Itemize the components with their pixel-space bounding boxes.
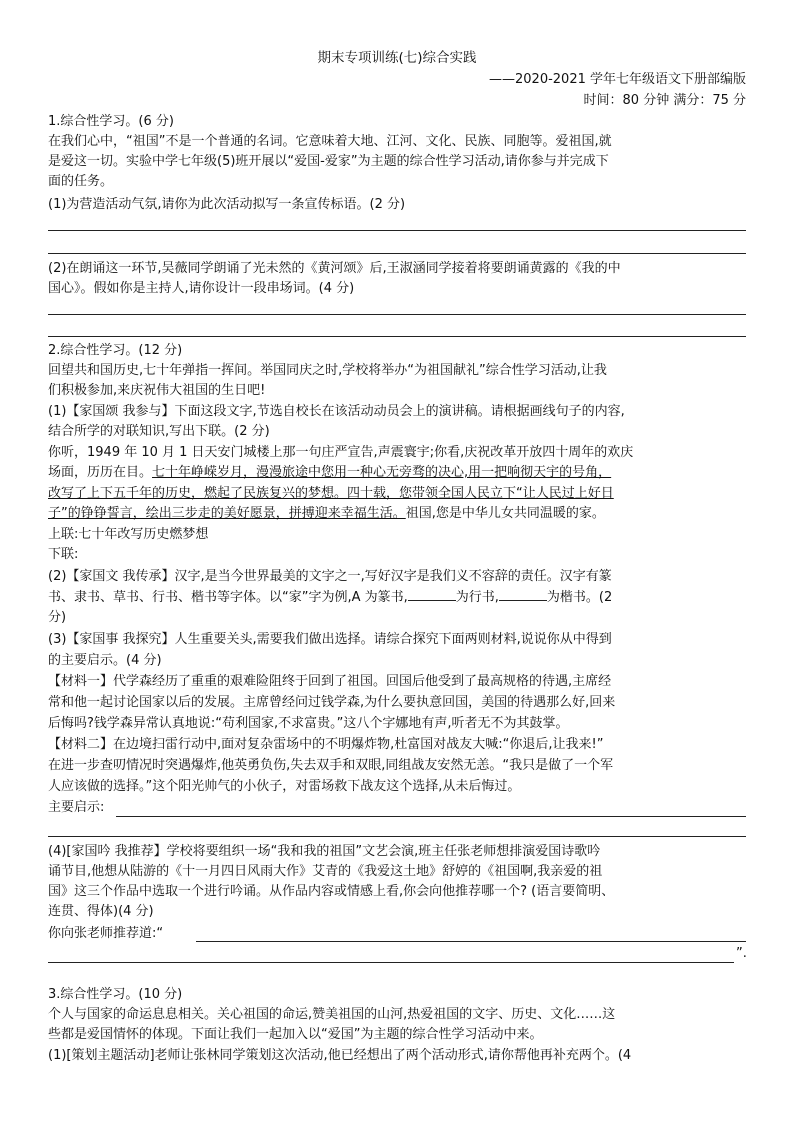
q3-intro-line: 些都是爱国情怀的体现。下面让我们一起加入以“爱国”为主题的综合性学习活动中来。 [48,1027,543,1042]
page-subtitle: ——2020-2021 学年七年级语文下册部编版 [489,72,746,87]
answer-line[interactable] [48,336,746,337]
q2-part4-line: 国》这三个作品中选取一个进行吟诵。从作品内容或情感上看,你会向他推荐哪一个? (语言要简明、 [48,884,615,899]
q2-part2-line [48,588,612,608]
q2-intro-line: 们积极参加,来庆祝伟大祖国的生日吧! [48,383,266,398]
lower-couplet-label: 下联: [48,547,79,562]
q3-sub1: (1)[策划主题活动]老师让张林同学策划这次活动,他已经想出了两个活动形式,请你帮他再补充两个。(4 [48,1048,632,1063]
fill-blank[interactable] [499,588,547,601]
q2-part4-line: 诵节目,他想从陆游的《十一月四日风雨大作》艾青的《我爱这土地》舒婷的《祖国啊,我亲爱的祖 [48,864,603,879]
speech-text: 场面，历历在目。 [48,465,153,480]
answer-line[interactable] [48,836,746,837]
q2-part4-line: (4)[家国吟 我推荐】学校将要组织一场“我和我的祖国”文艺会演,班主任张老师想排演爱国诗歌吟 [48,844,601,859]
material-two-line: 人应该做的选择。”这个阳光帅气的小伙子，对雷场救下战友这个选择,从未后悔过。 [48,779,521,794]
q2-part2-line: (2)【家国文 我传承】汉字,是当今世界最美的文字之一,写好汉字是我们义不容辞的责任。汉字有篆 [48,569,612,584]
answer-line[interactable] [48,962,734,963]
q1-heading: 1.综合性学习。(6 分) [48,114,174,129]
answer-line[interactable] [48,253,746,254]
material-one-line: 后悔吗?钱学森异常认真地说:“苟利国家,不求富贵。”这八个字娜地有声,听者无不为其鼓掌。 [48,716,569,731]
q2-part1-line: (1)【家国颂 我参与】下面这段文字,节选自校长在该活动动员会上的演讲稿。请根据画线句子的内容, [48,404,625,419]
speech-line [48,504,605,524]
q1-intro-line: 是爱这一切。实验中学七年级(5)班开展以“爱国-爱家”为主题的综合性学习活动,请你参与并完成下 [48,154,609,169]
speech-underlined-text: 七十年峥嵘岁月，漫漫旅途中您用一种心无旁骛的决心,用一把响彻天宇的号角， [152,465,612,480]
recommend-end: ”. [736,946,747,961]
q2-intro-line: 回望共和国历史,七十年弹指一挥间。举国同庆之时,学校将举办“为祖国献礼”综合性学习活动,让我 [48,363,607,378]
q1-sub1: (1)为营造活动气氛,请你为此次活动拟写一条宣传标语。(2 分) [48,197,406,212]
q2-part4-line: 连贯、得体)(4 分) [48,904,154,919]
answer-line[interactable] [196,941,746,942]
answer-line[interactable] [116,816,746,817]
answer-line[interactable] [48,230,746,231]
speech-line: 你听，1949 年 10 月 1 日天安门城楼上那一句庄严宣告,声震寰宇;你看,庆祝改革开放四十周年的欢庆 [48,445,634,460]
q1-intro-line: 在我们心中，“祖国”不是一个普通的名词。它意味着大地、江河、文化、民族、同胞等。爱祖国,就 [48,134,612,149]
time-score: 时间：80 分钟 满分：75 分 [583,93,746,108]
material-one-line: 常和他一起讨论国家以后的发展。主席曾经问过钱学森,为什么要执意回国，美国的待遇那么好,回来 [48,695,616,710]
recommend-label: 你向张老师推荐道:“ [48,926,164,941]
upper-couplet: 上联:七十年改写历史燃梦想 [48,527,209,542]
speech-line [48,463,611,483]
q2-part2-text: 为行书, [455,590,499,605]
speech-text: 祖国,您是中华儿女共同温暖的家。 [405,506,605,521]
q3-intro-line: 个人与国家的命运息息相关。关心祖国的命运,赞美祖国的山河,热爱祖国的文字、历史、文化……这 [48,1007,616,1022]
q2-part2-text: 为楷书。(2 [546,590,613,605]
answer-line[interactable] [48,314,746,315]
material-two-line: 【材料二】在边境扫雷行动中,面对复杂雷场中的不明爆炸物,杜富国对战友大喊:“你退后,让我来!” [48,737,604,752]
q1-intro-line: 面的任务。 [48,174,114,189]
q2-part3-line: 的主要启示。(4 分) [48,653,162,668]
material-one-line: 【材料一】代学森经历了重重的艰难险阻终于回到了祖国。回国后他受到了最高规格的待遇,主席经 [48,674,612,689]
material-two-line: 在进一步查叨情况时突遇爆炸,他英勇负伤,失去双手和双眼,同组战友安然无恙。“我只是做了一个军 [48,758,614,773]
q2-part2-line: 分) [48,610,67,625]
speech-underlined-line: 改写了上下五千年的历史，燃起了民族复兴的梦想。四十载，您带领全国人民立下“让人民过上好日 [48,486,614,501]
q1-sub2-line: 国心》。假如你是主持人,请你设计一段串场词。(4 分) [48,281,355,296]
q2-heading: 2.综合性学习。(12 分) [48,343,183,358]
q2-part2-text: 书、隶书、草书、行书、楷书等字体。以“家”字为例,A 为篆书, [48,590,408,605]
q2-part3-line: (3)【家国事 我探究】人生重要关头,需要我们做出选择。请综合探究下面两则材料,说说你从中得到 [48,632,612,647]
q2-part1-line: 结合所学的对联知识,写出下联。(2 分) [48,424,270,439]
q3-heading: 3.综合性学习。(10 分) [48,987,183,1002]
fill-blank[interactable] [408,588,456,601]
insight-label: 主要启示: [48,800,105,815]
speech-underlined-text: 子”的铮铮誓言，绘出三步走的美好愿景，拼搏迎来幸福生活。 [48,506,406,521]
page-title: 期末专项训练(七)综合实践 [317,50,477,66]
q1-sub2-line: (2)在朗诵这一环节,吴薇同学朗诵了光未然的《黄河颂》后,王淑涵同学接着将要朗诵黄露的《我的中 [48,261,621,276]
